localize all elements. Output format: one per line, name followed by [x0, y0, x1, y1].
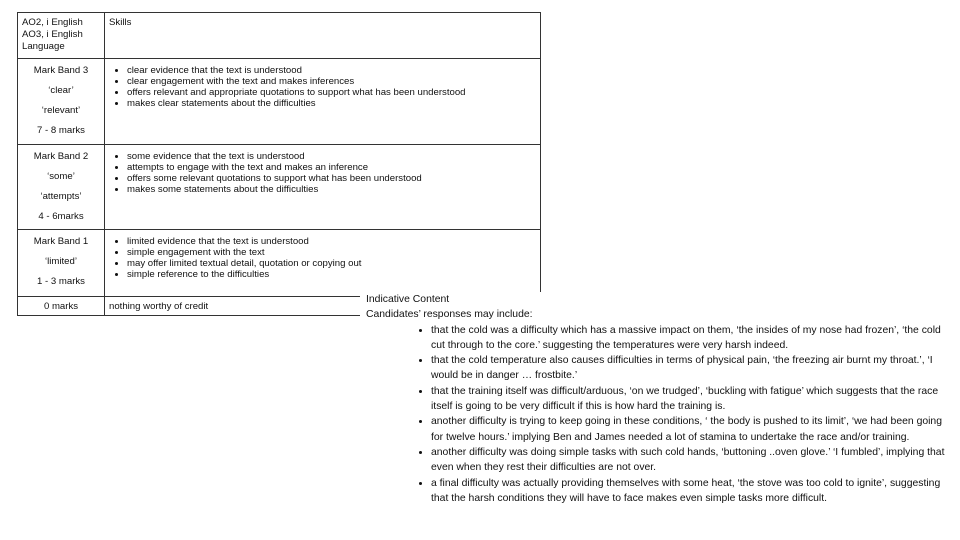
- header-skills: Skills: [109, 17, 132, 28]
- header-cell-assessment: [18, 13, 105, 59]
- skills-cell: [105, 230, 541, 297]
- indicative-content-box: [360, 292, 956, 506]
- zero-marks-text: nothing worthy of credit: [109, 301, 209, 312]
- band-title: Mark Band 2: [33, 151, 89, 162]
- mark-band-row: [18, 59, 541, 145]
- band-title: Mark Band 3: [33, 65, 89, 76]
- skill-item: • clear evidence that the text is understood: [127, 65, 540, 76]
- skill-item: • offers some relevant quotations to support what has been understood: [127, 173, 540, 184]
- skills-cell: [105, 59, 541, 145]
- band-descriptor: ‘limited’: [45, 256, 77, 267]
- mark-scheme-table: [17, 12, 541, 316]
- indicative-point: • that the training itself was difficult/arduous, ‘on we trudged’, ‘buckling with fatigue’ which suggests that the race itself is going to be very difficult if this is how hard the training is.: [431, 384, 956, 415]
- band-descriptor: ‘some’: [47, 171, 75, 182]
- skills-cell: [105, 145, 541, 230]
- band-marks: 1 - 3 marks: [37, 276, 85, 287]
- skill-item: • makes clear statements about the difficulties: [127, 98, 540, 109]
- header-cell-skills: [105, 13, 541, 59]
- skill-item: • offers relevant and appropriate quotations to support what has been understood: [127, 87, 540, 98]
- table-header-row: [18, 13, 541, 59]
- zero-marks-label: 0 marks: [43, 301, 79, 312]
- skill-item: • attempts to engage with the text and makes an inference: [127, 162, 540, 173]
- skills-list: [105, 151, 540, 195]
- mark-band-row: [18, 230, 541, 297]
- band-cell: [18, 59, 105, 145]
- skills-list: [105, 236, 540, 280]
- indicative-point: • that the cold temperature also causes difficulties in terms of physical pain, ‘the freezing air burnt my throat.’, ‘I would be in danger … frostbite.’: [431, 353, 956, 384]
- indicative-point: • another difficulty was doing simple tasks with such cold hands, ‘buttoning ..oven glove.’ ‘I fumbled’, implying that even when they rest their difficulties are not over.: [431, 445, 956, 476]
- indicative-point: • another difficulty is trying to keep going in these conditions, ‘ the body is pushed to its limit’, ‘we had been going for twelve hours.’ implying Ben and James needed a lot of stamina to undertake the race and/or training.: [431, 414, 956, 445]
- skill-item: • makes some statements about the difficulties: [127, 184, 540, 195]
- band-marks: 4 - 6marks: [38, 211, 84, 222]
- skills-list: [105, 65, 540, 109]
- band-descriptor: ‘relevant’: [41, 105, 81, 116]
- header-assessment-objectives: AO2, i English AO3, i English Language: [22, 17, 83, 52]
- band-descriptor: ‘clear’: [48, 85, 74, 96]
- skill-item: • may offer limited textual detail, quotation or copying out: [127, 258, 540, 269]
- skill-item: • simple reference to the difficulties: [127, 269, 540, 280]
- skill-item: • some evidence that the text is understood: [127, 151, 540, 162]
- skill-item: • clear engagement with the text and makes inferences: [127, 76, 540, 87]
- skill-item: • simple engagement with the text: [127, 247, 540, 258]
- indicative-title: Indicative Content: [366, 294, 450, 305]
- band-cell: [18, 297, 105, 316]
- indicative-point: • that the cold was a difficulty which has a massive impact on them, ‘the insides of my nose had frozen’, ‘the cold cut through to the core.’ suggesting the temperatures were very harsh indeed.: [431, 323, 956, 354]
- band-descriptor: ‘attempts’: [40, 191, 82, 202]
- band-title: Mark Band 1: [33, 236, 89, 247]
- indicative-points-list: [360, 323, 956, 507]
- band-cell: [18, 145, 105, 230]
- band-marks: 7 - 8 marks: [37, 125, 85, 136]
- band-cell: [18, 230, 105, 297]
- mark-band-row: [18, 145, 541, 230]
- skill-item: • limited evidence that the text is understood: [127, 236, 540, 247]
- indicative-intro: Candidates’ responses may include:: [366, 309, 533, 321]
- indicative-point: • a final difficulty was actually providing themselves with some heat, ‘the stove was too cold to ignite’, suggesting that the harsh conditions they will have to face makes even simple tasks more difficult.: [431, 476, 956, 507]
